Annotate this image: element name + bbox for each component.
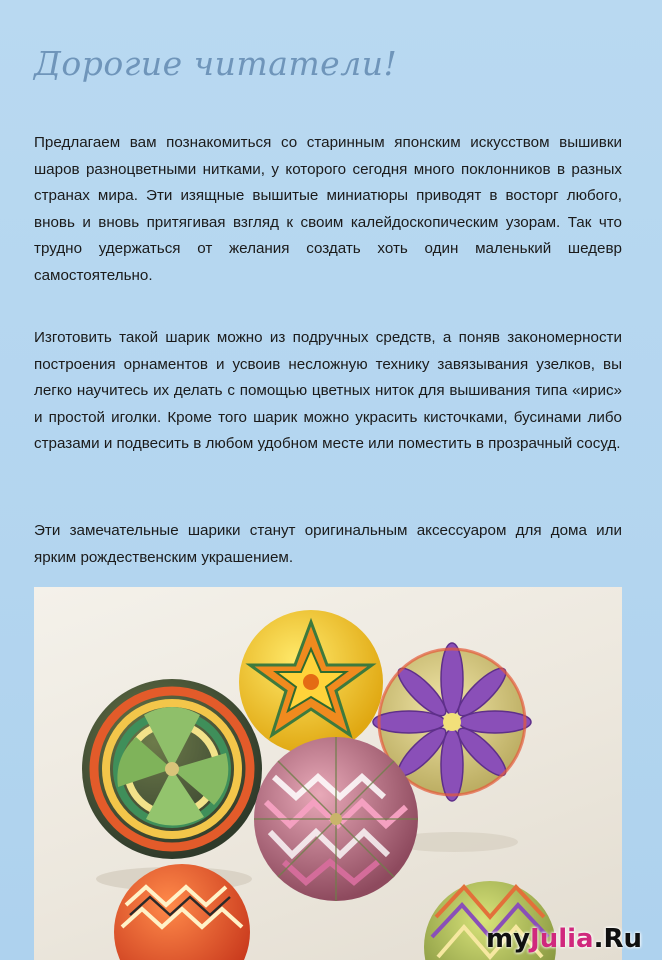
watermark-part-julia: Julia	[530, 924, 594, 954]
watermark-part-ru: .Ru	[593, 924, 643, 954]
watermark-part-my: my	[486, 924, 531, 954]
site-watermark	[486, 924, 642, 954]
page-title: Дорогие читатели!	[34, 44, 398, 83]
temari-ball-yellow-star	[239, 610, 383, 754]
intro-paragraph: Предлагаем вам познакомиться со старинным японским искусством вышивки шаров разноцветными нитками, у которого сегодня много поклонников в разных странах мира. Эти изящные вышитые миниатюры приводят в восторг любого, вновь и вновь притягивая взгляд к своим калейдоскопическим узорам. Так что трудно удержаться от желания создать хоть один маленький шедевр самостоятельно.	[34, 134, 622, 284]
closing-paragraph: Эти замечательные шарики станут оригинальным аксессуаром для дома или ярким рождественским украшением.	[34, 522, 622, 566]
temari-balls-illustration	[34, 587, 622, 960]
temari-ball-pink-zigzag	[254, 737, 418, 901]
temari-ball-green-stripes	[82, 679, 262, 859]
technique-paragraph: Изготовить такой шарик можно из подручных средств, а поняв закономерности построения орнаментов и усвоив несложную технику завязывания узелков, вы легко научитесь их делать с помощью цветных ниток для вышивания типа «ирис» и простой иголки. Кроме того шарик можно украсить кисточками, бусинами либо стразами и подвесить в любом удобном месте или поместить в прозрачный сосуд.	[34, 329, 622, 453]
temari-photo	[34, 587, 622, 960]
